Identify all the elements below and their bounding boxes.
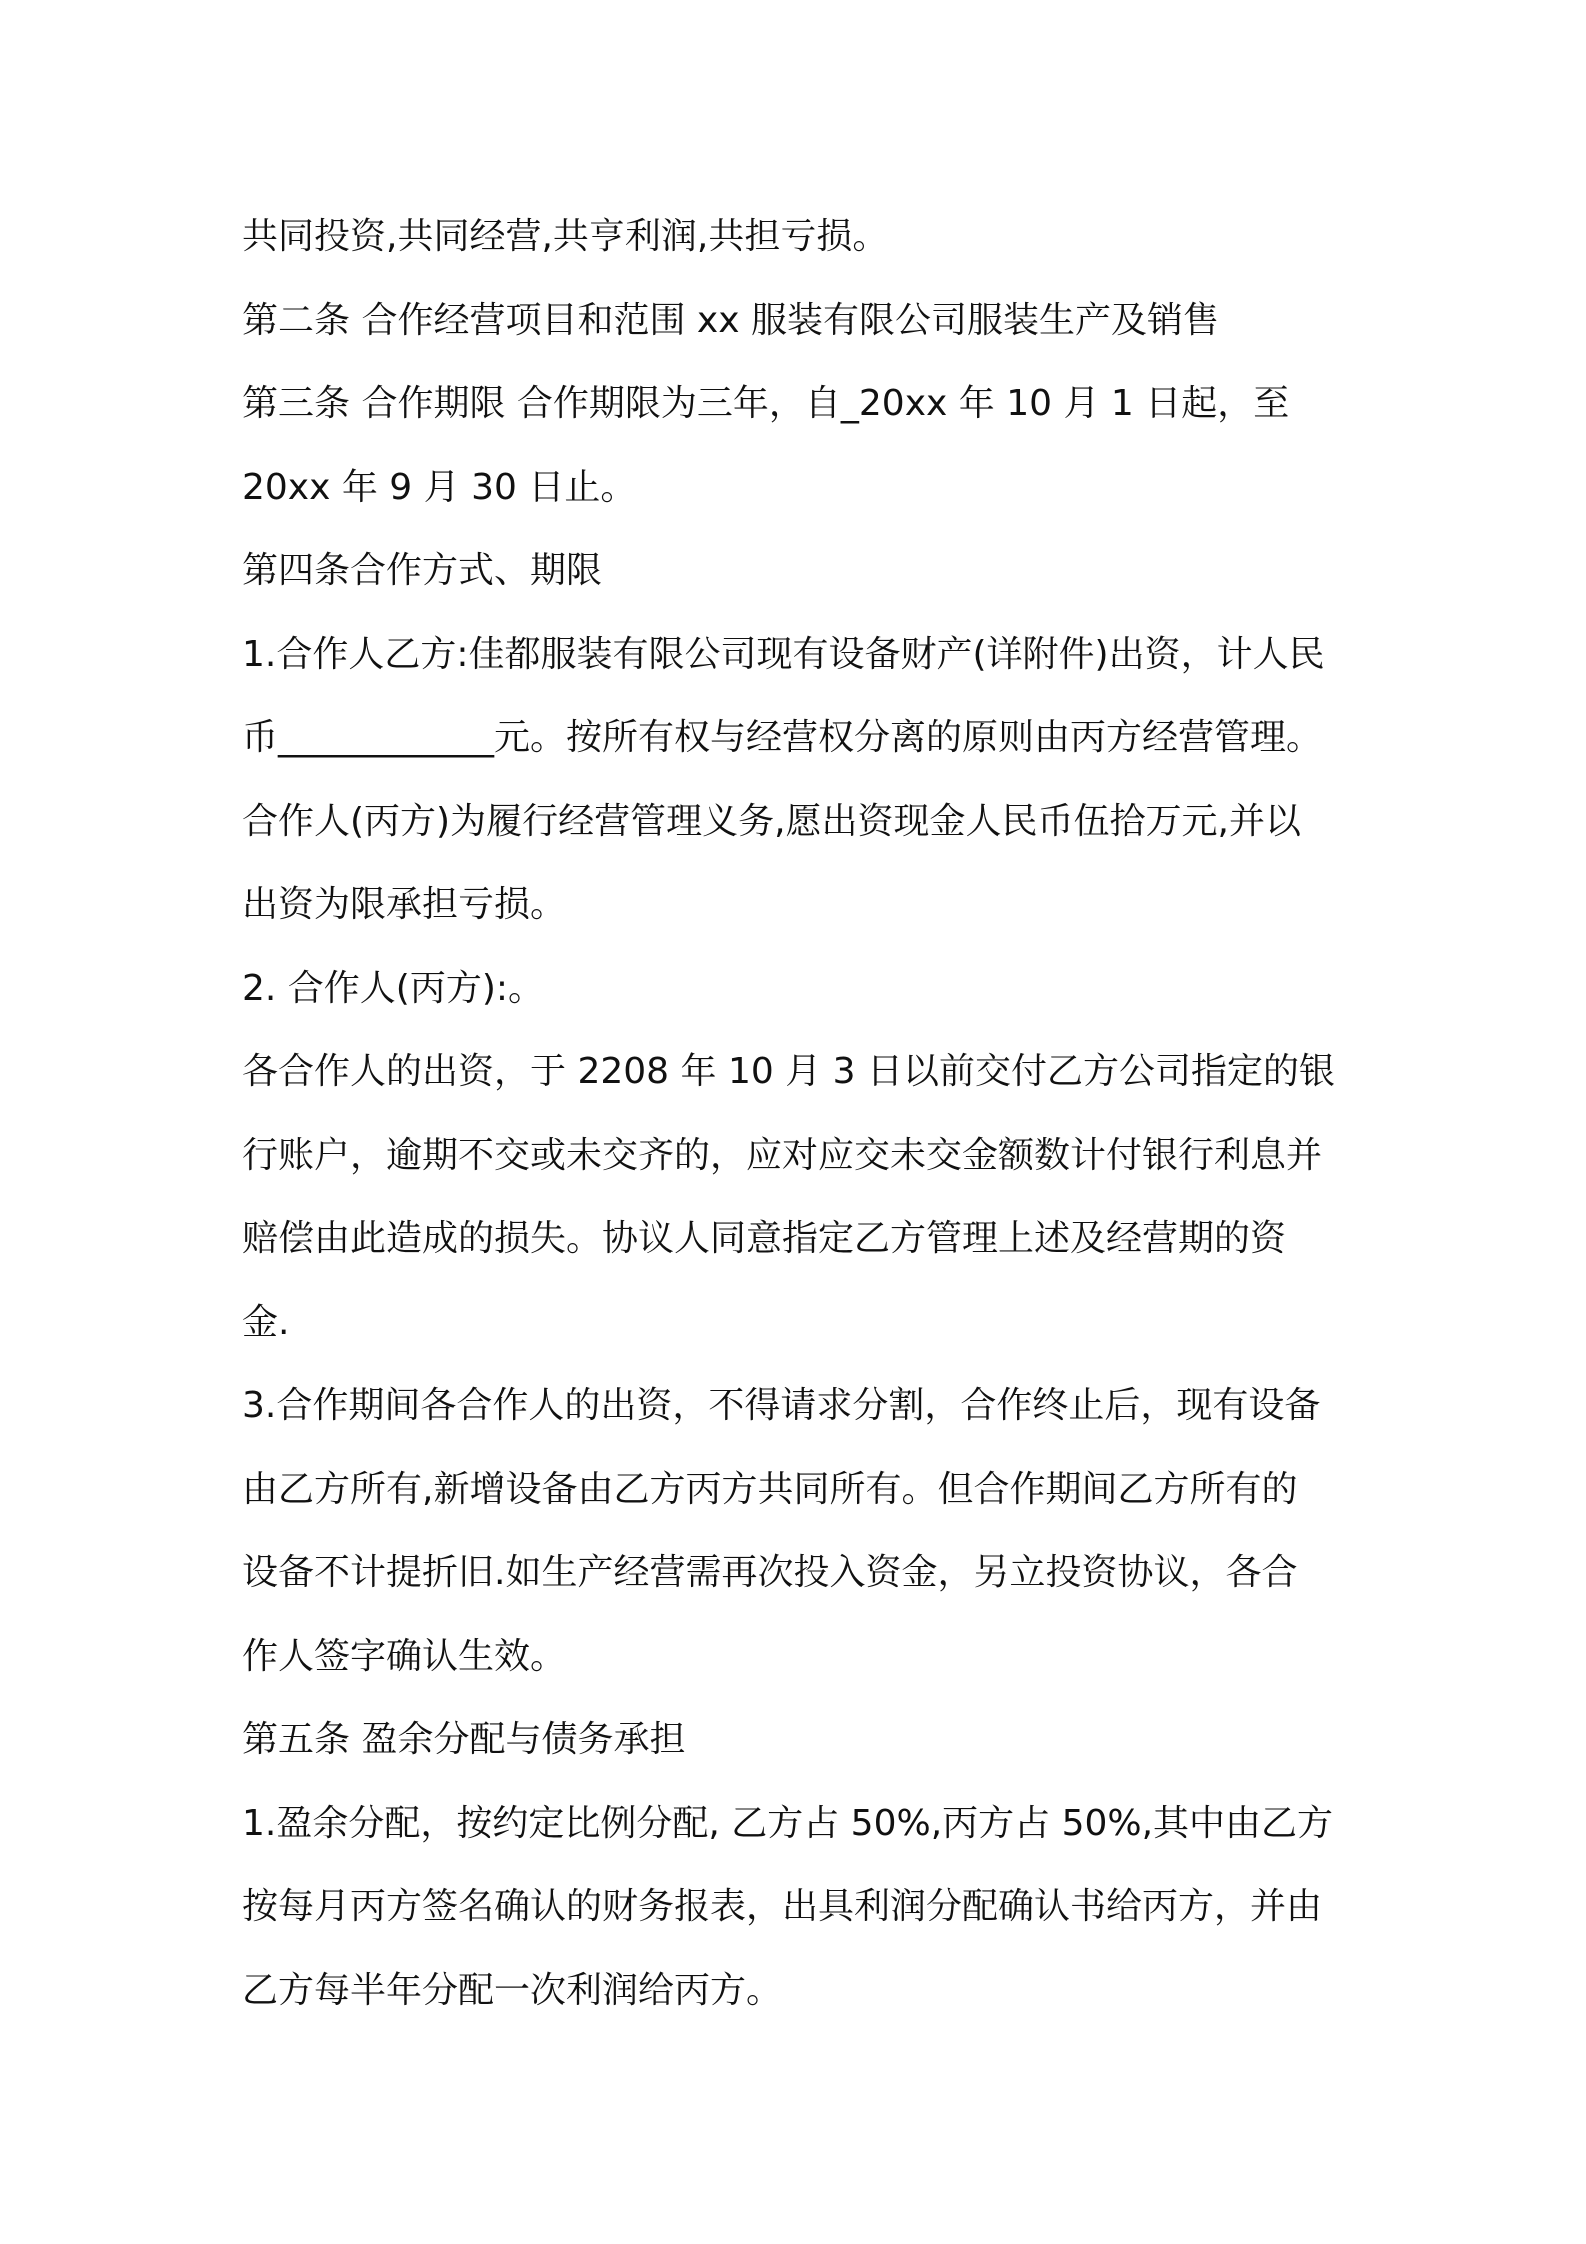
text-line: 行账户，逾期不交或未交齐的，应对应交未交金额数计付银行利息并 — [242, 1134, 1323, 1176]
text-line: 由乙方所有,新增设备由乙方丙方共同所有。但合作期间乙方所有的 — [242, 1468, 1298, 1510]
article-4-heading: 第四条合作方式、期限 — [242, 550, 603, 591]
document-body — [242, 195, 1372, 2032]
text-line: 设备不计提折旧.如生产经营需再次投入资金，另立投资协议，各合 — [242, 1552, 1298, 1593]
text-line: 出资为限承担亏损。 — [242, 884, 567, 925]
text-line: 金. — [242, 1301, 290, 1343]
text-line: 按每月丙方签名确认的财务报表，出具利润分配确认书给丙方，并由 — [242, 1886, 1323, 1927]
text-line: 共同投资,共同经营,共亨利润,共担亏损。 — [242, 216, 889, 257]
article-2-heading: 第二条 合作经营项目和范围 xx 服装有限公司服装生产及销售 — [242, 299, 1219, 341]
text-line: 币____________元。按所有权与经营权分离的原则由丙方经营管理。 — [242, 717, 1323, 758]
text-line: 2. 合作人(丙方):。 — [242, 967, 545, 1009]
text-line: 1.盈余分配，按约定比例分配, 乙方占 50%,丙方占 50%,其中由乙方 — [242, 1802, 1334, 1844]
text-line: 乙方每半年分配一次利润给丙方。 — [242, 1969, 783, 2011]
text-line: 各合作人的出资，于 2208 年 10 月 3 日以前交付乙方公司指定的银 — [242, 1051, 1335, 1092]
text-line: 作人签字确认生效。 — [242, 1635, 567, 1677]
article-5-heading: 第五条 盈余分配与债务承担 — [242, 1719, 686, 1760]
text-line: 合作人(丙方)为履行经营管理义务,愿出资现金人民币伍拾万元,并以 — [242, 800, 1301, 842]
text-line: 赔偿由此造成的损失。协议人同意指定乙方管理上述及经营期的资 — [242, 1218, 1287, 1259]
text-line: 1.合作人乙方:佳都服装有限公司现有设备财产(详附件)出资，计人民 — [242, 633, 1325, 675]
article-3-heading: 第三条 合作期限 合作期限为三年，自_20xx 年 10 月 1 日起，至 — [242, 383, 1290, 424]
text-line: 20xx 年 9 月 30 日止。 — [242, 466, 637, 508]
text-line: 3.合作期间各合作人的出资，不得请求分割，合作终止后，现有设备 — [242, 1385, 1321, 1426]
